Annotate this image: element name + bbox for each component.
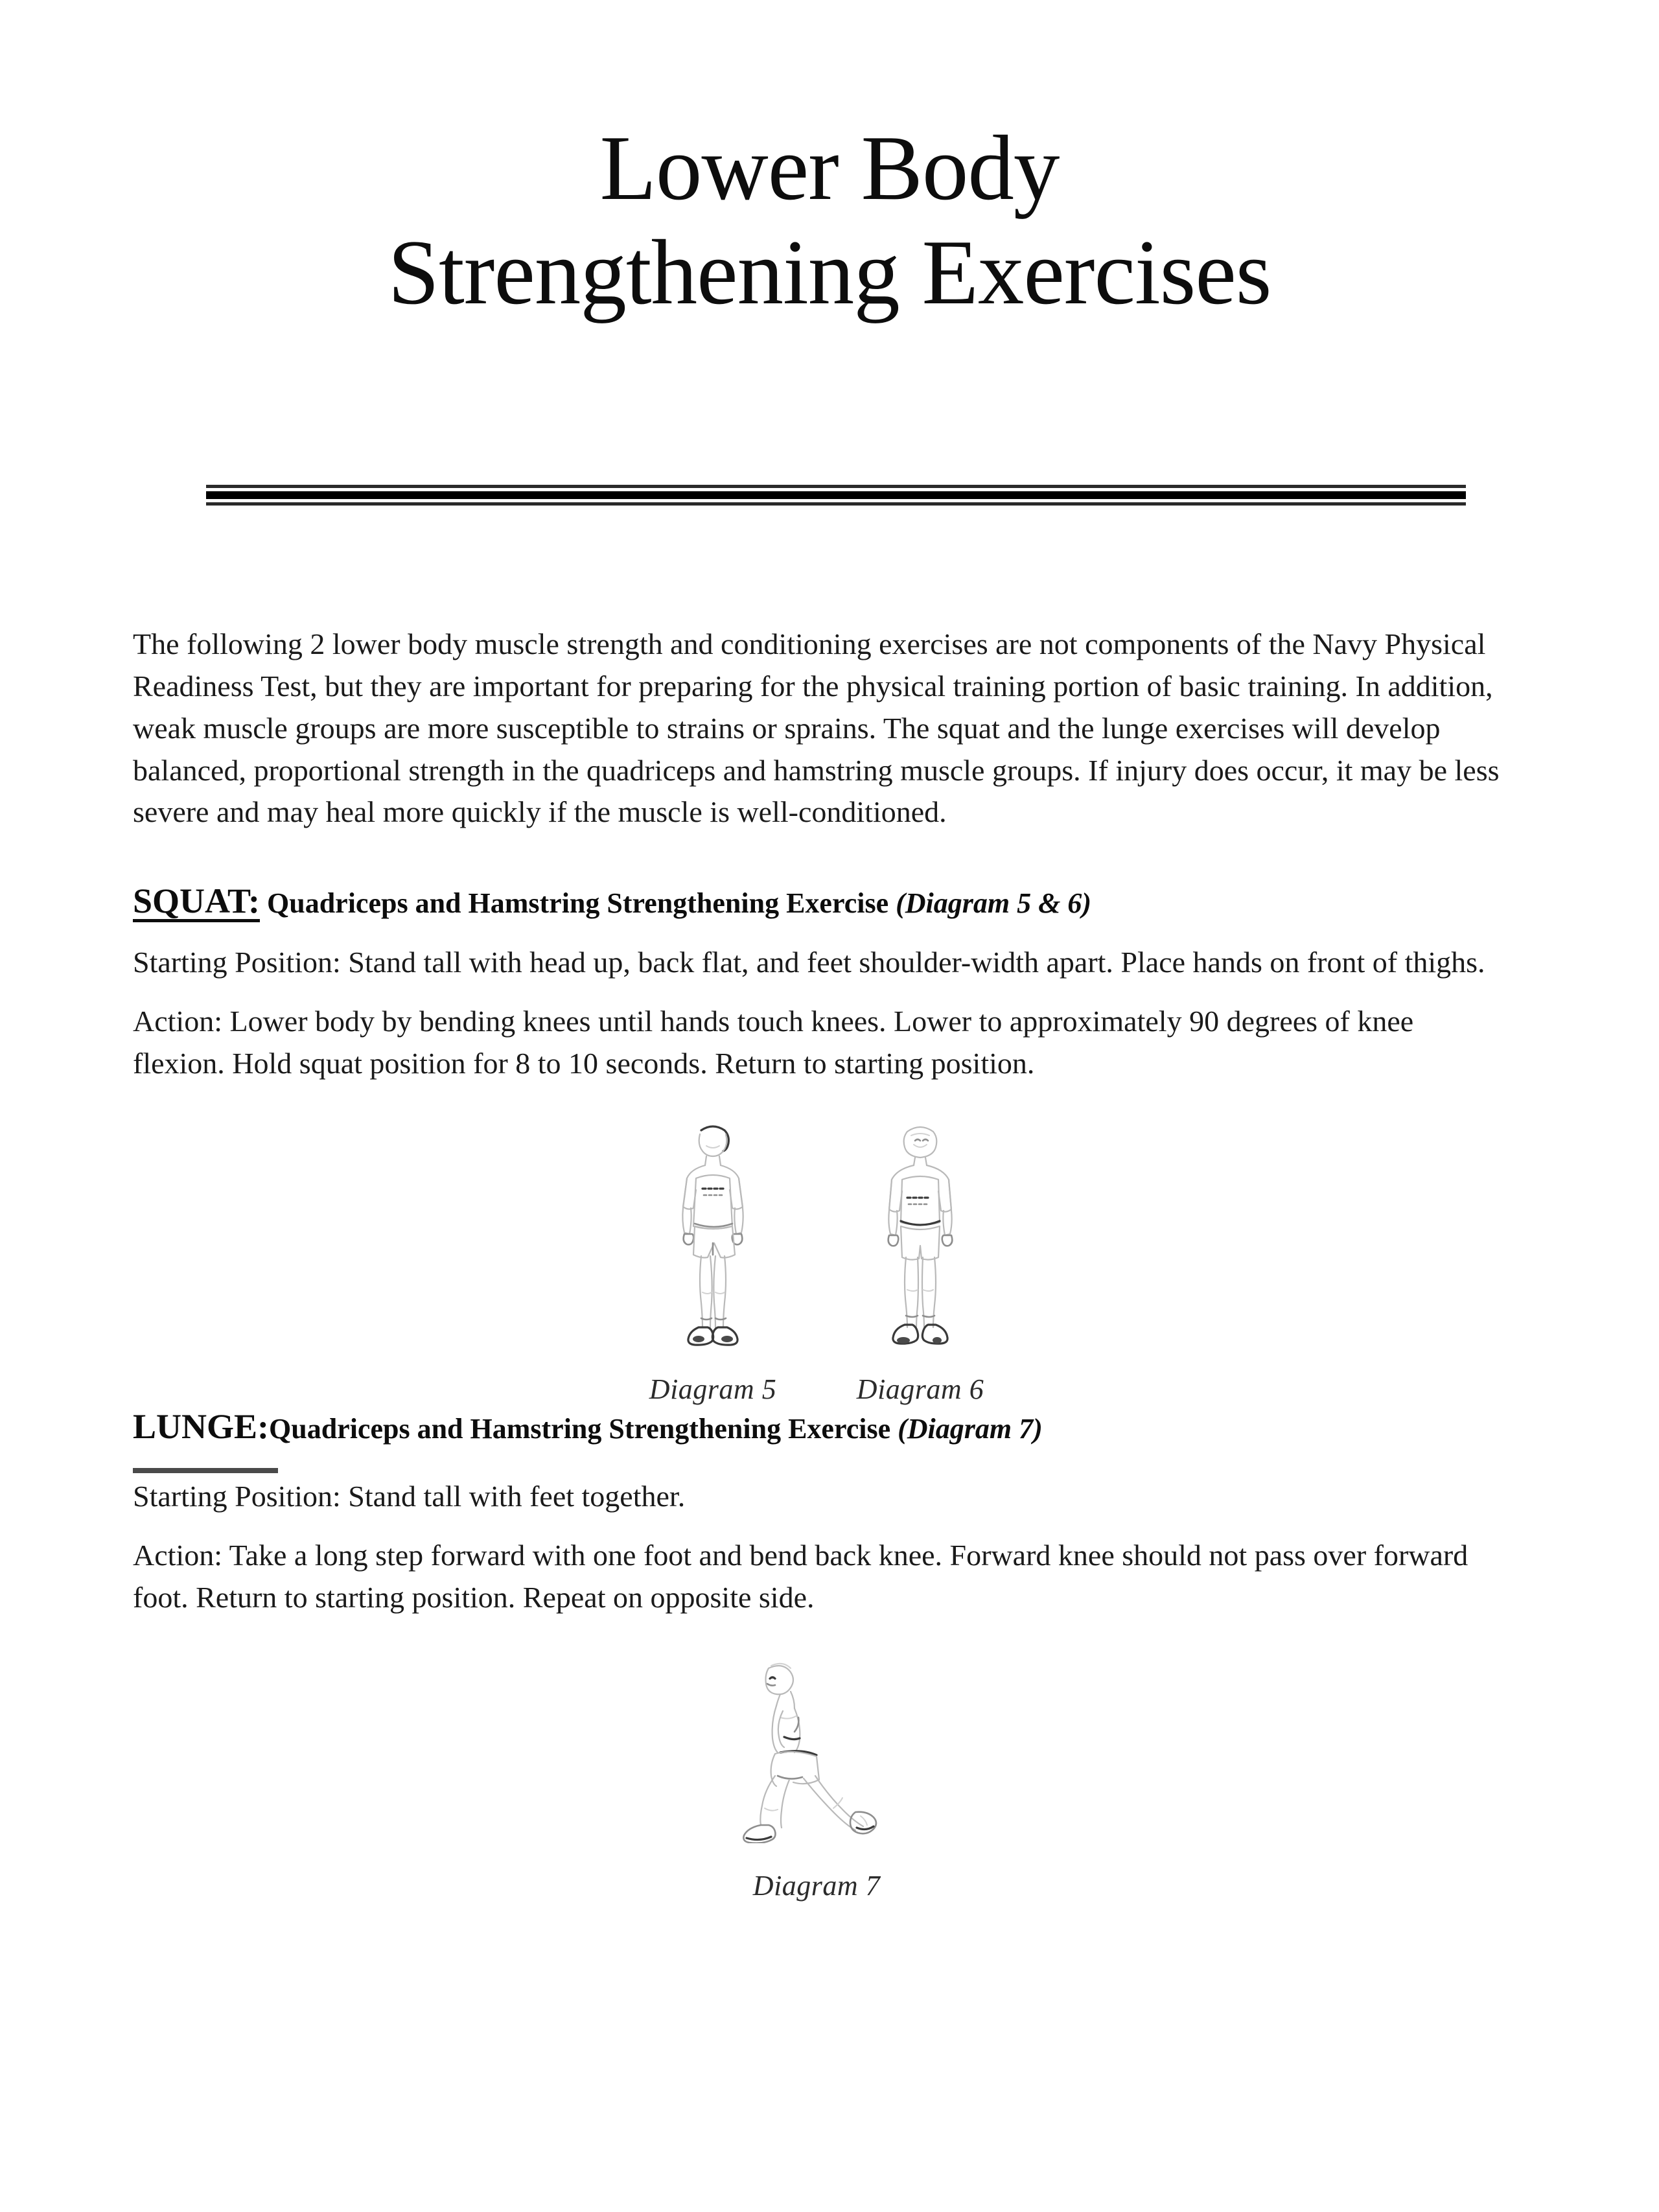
document-title [0, 0, 1659, 324]
lunge-starting-position: Starting Position: Stand tall with feet together. [133, 1480, 686, 1513]
standing-figure-front-belted-icon [855, 1116, 985, 1356]
intro-paragraph: The following 2 lower body muscle strength and conditioning exercises are not components of the Navy Physical Readiness Test, but they are important for preparing for the physical training portion of basic training. In addition, weak muscle groups are more susceptible to strains or sprains. The squat and the lunge exercises will develop balanced, proportional strength in the quadriceps and hamstring muscle groups. If injury does occur, it may be less severe and may heal more quickly if the muscle is well-conditioned. [133, 627, 1500, 829]
lunge-heading-key: LUNGE: [133, 1406, 270, 1446]
title-divider-rule [206, 485, 1466, 506]
lunge-section-heading [133, 1406, 1500, 1448]
figure-diagram-6 [855, 1116, 985, 1406]
squat-heading-key: SQUAT: [133, 881, 261, 921]
title-line-two: Strengthening Exercises [388, 221, 1271, 324]
squat-section-heading [133, 880, 1500, 922]
lunge-figure-side-icon [713, 1655, 920, 1843]
document-body [133, 623, 1500, 1902]
squat-starting-position: Starting Position: Stand tall with head up, back flat, and feet shoulder-width apart. Place hands on front of thighs. [133, 946, 1485, 979]
figure-5-caption: Diagram 5 [649, 1373, 777, 1405]
figure-7-caption: Diagram 7 [752, 1870, 881, 1902]
title-line-one: Lower Body [599, 117, 1060, 219]
squat-figure-row [133, 1116, 1500, 1406]
figure-diagram-5 [648, 1116, 778, 1406]
lunge-action: Action: Take a long step forward with one foot and bend back knee. Forward knee should not pass over forward foot. Return to starting position. Repeat on opposite side. [133, 1539, 1468, 1614]
lunge-heading-diagram-ref: (Diagram 7) [898, 1412, 1043, 1445]
squat-heading-description: Quadriceps and Hamstring Strengthening Exercise [260, 887, 896, 920]
figure-6-caption: Diagram 6 [856, 1373, 984, 1405]
standing-figure-front-shorts-icon [648, 1116, 778, 1356]
lunge-figure-block [133, 1655, 1500, 1902]
squat-heading-diagram-ref: (Diagram 5 & 6) [896, 887, 1091, 920]
lunge-heading-description: Quadriceps and Hamstring Strengthening Exercise [269, 1412, 898, 1445]
rule-thick-middle [206, 491, 1466, 499]
squat-action: Action: Lower body by bending knees until hands touch knees. Lower to approximately 90 degrees of knee flexion. Hold squat position for 8 to 10 seconds. Return to starting position. [133, 1004, 1414, 1080]
rule-thin-bottom [206, 502, 1466, 506]
lunge-heading-underline [133, 1468, 278, 1473]
